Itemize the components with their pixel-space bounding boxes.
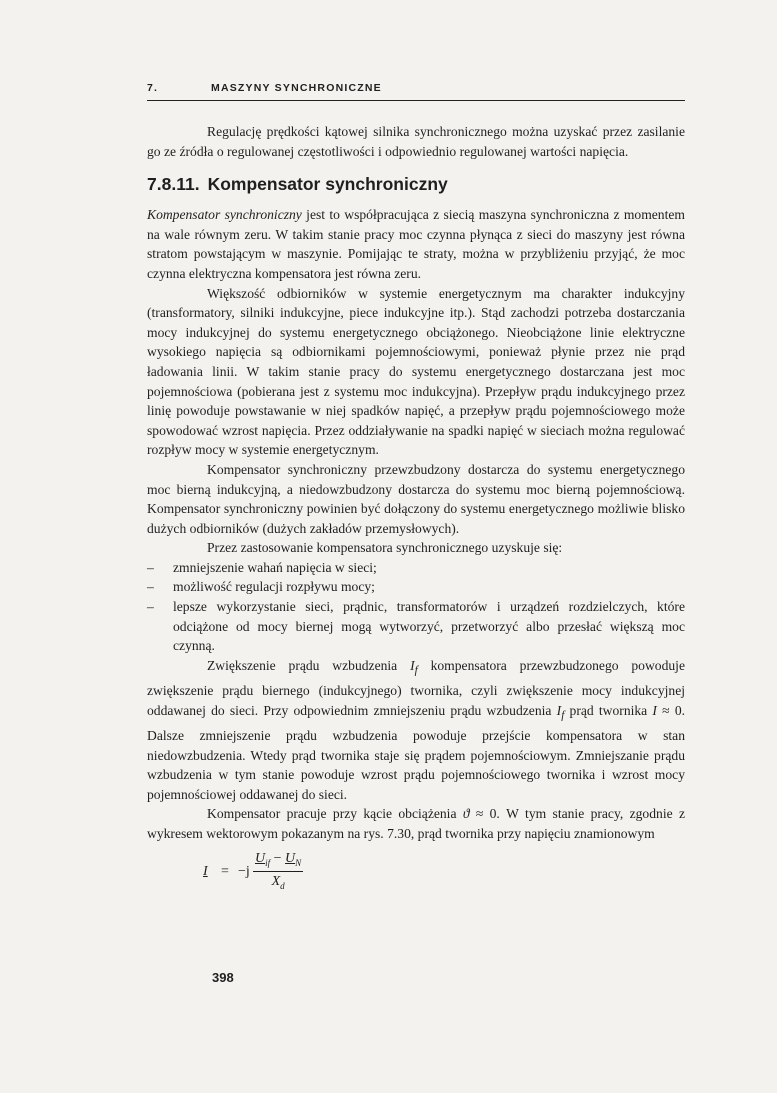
symbol-theta: ϑ [462, 806, 470, 822]
paragraph-benefits-intro: Przez zastosowanie kompensatora synchronicznego uzyskuje się: [207, 540, 563, 556]
section-title: Kompensator synchroniczny [207, 174, 448, 195]
section-number: 7.8.11. [147, 174, 200, 195]
text-run: prąd twornika [564, 702, 653, 718]
formula-numerator [253, 850, 303, 873]
text-run: Kompensator pracuje przy kącie obciążenia [207, 806, 463, 822]
formula-subscript: N [295, 857, 302, 868]
paragraph-definition [147, 205, 685, 283]
intro-paragraph: Regulację prędkości kątowej silnika synchronicznego można uzyskać przez zasilanie go ze źródła o regulowanej częstotliwości i odpowiednio regulowanej wartości napięcia. [147, 124, 685, 159]
paragraph-load-angle [147, 804, 685, 843]
list-item: – możliwość regulacji rozpływu mocy; [147, 577, 685, 597]
symbol-i: I [652, 702, 657, 718]
text-run: Zwiększenie prądu wzbudzenia [207, 657, 411, 673]
formula-minus-j: −j [238, 863, 250, 879]
symbol-letter: I [410, 657, 415, 673]
section-heading [147, 173, 685, 195]
page-number: 398 [212, 970, 234, 985]
benefits-list [147, 558, 685, 656]
formula-lhs [203, 862, 208, 882]
paragraph-inductive-loads: Większość odbiorników w systemie energetycznym ma charakter indukcyjny (transformatory, silniki indukcyjne, piece indukcyjne itp.). Stąd zachodzi potrzeba dostarczania mocy indukcyjnej do systemu energetycznego obciążonego. Nieobciążone linie elektryczne wysokiego napięcia są odbiornikami pojemnościowymi, ponieważ płynie przez nie prąd ładowania linii. W takim stanie pracy do systemu energetycznego dostarczana jest moc pojemnościowa (pobierana jest z systemu moc indukcyjna). Przepływ prądu indukcyjnego przez linię powoduje powstawanie w niej spadków napięć, a przepływ prądu pojemnościowego może spowodować wzrost napięcia. Przez oddziaływanie na spadki napięć w sieciach można regulować rozpływ mocy w systemie energetycznym. [147, 285, 685, 458]
header-rule [147, 100, 685, 101]
list-item: – zmniejszenie wahań napięcia w sieci; [147, 558, 685, 578]
page-content [147, 122, 685, 894]
chapter-number: 7. [147, 82, 159, 94]
symbol-subscript: f [561, 709, 565, 722]
formula-reactance: X [271, 874, 281, 890]
formula-equals: = [221, 863, 229, 879]
paragraph-excitation-current [147, 656, 685, 805]
definition-text: jest to współpracująca z siecią maszyna synchroniczna z momentem na wale równym zeru. W takim stanie pracy moc czynna płynąca z sieci do maszyny jest równa stratom powstającym w maszynie. Pomijając te straty, można w przybliżeniu przyjąć, że moc czynna elektryczna kompensatora jest równa zeru. [147, 207, 685, 281]
formula-subscript: if [265, 857, 271, 868]
text-run: kompensatora przewzbudzonego powoduje zwiększenie prądu biernego (indukcyjnego) twornika, czyli zwiększenie mocy indukcyjnej oddawanej do sieci. Przy odpowiednim zmniejszeniu prądu wzbudzenia [147, 657, 685, 718]
formula-current-symbol: I [203, 863, 208, 879]
symbol-if [410, 657, 418, 677]
formula-voltage-if: U [255, 850, 266, 866]
formula-fraction [253, 850, 303, 897]
running-head [147, 82, 382, 94]
formula-subscript: d [280, 881, 285, 892]
text-run: ≈ 0. W tym stanie pracy, zgodnie z wykresem wektorowym pokazanym na rys. 7.30, prąd twornika przy napięciu znamionowym [147, 806, 685, 842]
list-item: – lepsze wykorzystanie sieci, prądnic, transformatorów i urządzeń rozdzielczych, które odciążone od mocy biernej mogą wytworzyć, przetworzyć albo przesłać większą moc czynną. [147, 597, 685, 656]
chapter-title: MASZYNY SYNCHRONICZNE [211, 82, 382, 94]
formula-denominator [253, 872, 303, 896]
formula-voltage-n: U [285, 850, 296, 866]
text-run: ≈ 0. Dalsze zmniejszenie prądu wzbudzenia powoduje przejście kompensatora w stan niedowzbudzenia. Wtedy prąd twornika staje się prądem pojemnościowym. Zmniejszanie prądu wzbudzenia w tym stanie powoduje wzrost prądu pojemnościowego twornika i wzrost mocy pojemnościowej oddawanej do sieci. [147, 702, 686, 802]
symbol-subscript: f [414, 664, 418, 677]
symbol-letter: I [556, 702, 562, 718]
armature-current-formula [203, 850, 685, 894]
paragraph-overexcited: Kompensator synchroniczny przewzbudzony dostarcza do systemu energetycznego moc bierną indukcyjną, a niedowzbudzony dostarcza do systemu moc bierną pojemnościową. Kompensator synchroniczny powinien być dołączony do systemu energetycznego możliwie blisko dużych odbiorników (dużych zakładów przemysłowych). [147, 461, 685, 536]
definition-term: Kompensator synchroniczny [147, 207, 302, 223]
formula-minus: − [270, 850, 286, 866]
